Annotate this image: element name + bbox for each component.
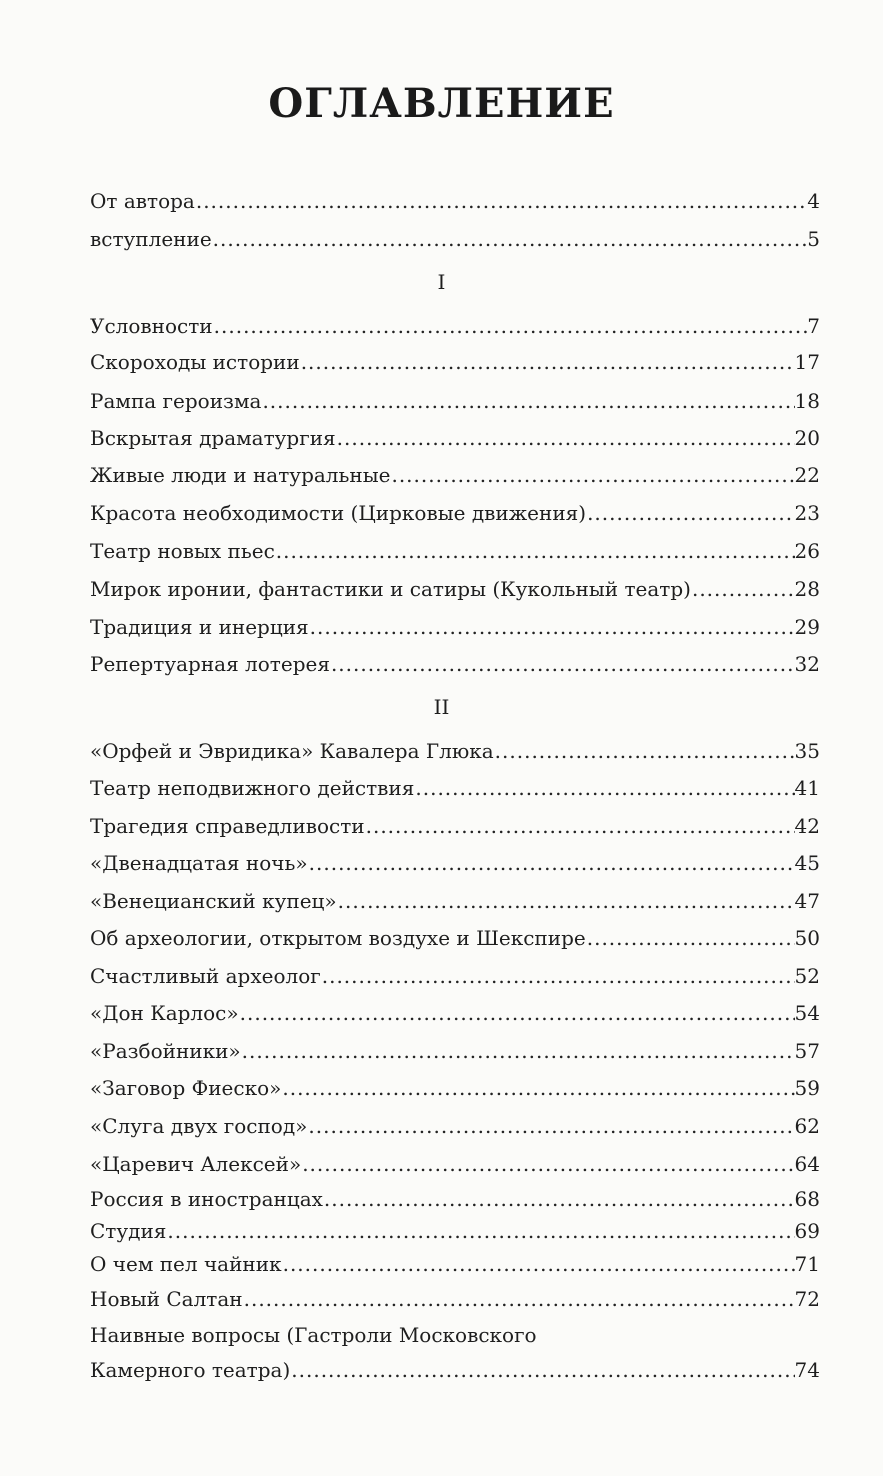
- dot-leader: [239, 998, 795, 1028]
- toc-entry-page-number: 57: [794, 1039, 820, 1063]
- toc-entry: [90, 1073, 820, 1103]
- toc-entry-page-number: 42: [794, 814, 820, 838]
- toc-entry-title: Традиция и инерция: [90, 615, 309, 639]
- dot-leader: [213, 311, 808, 341]
- toc-entry-page-number: 64: [794, 1152, 820, 1176]
- toc-entry: [90, 961, 820, 991]
- toc-entry: [90, 224, 820, 254]
- dot-leader: [308, 848, 795, 878]
- dot-leader: [323, 1184, 795, 1214]
- dot-leader: [330, 649, 795, 679]
- toc-entry-page-number: 62: [794, 1114, 820, 1138]
- toc-entry-page-number: 18: [794, 389, 820, 413]
- toc-entry-page-number: 59: [794, 1076, 820, 1100]
- toc-entry: [90, 886, 820, 916]
- toc-entry-page-number: 17: [794, 350, 820, 374]
- toc-entry-title: Вскрытая драматургия: [90, 426, 336, 450]
- dot-leader: [241, 1036, 795, 1066]
- toc-entry: [90, 1284, 820, 1314]
- toc-entry-page-number: 35: [794, 739, 820, 763]
- toc-entry: [90, 612, 820, 642]
- toc-entry-page-number: 71: [794, 1252, 820, 1276]
- section-numeral: I: [437, 270, 446, 294]
- toc-entry-title: «Венецианский купец»: [90, 889, 337, 913]
- toc-entry-page-number: 7: [807, 314, 820, 338]
- toc-entry-title: Об археологии, открытом воздухе и Шекспире: [90, 926, 586, 950]
- toc-entry: [90, 186, 820, 216]
- toc-entry-page-number: 72: [794, 1287, 820, 1311]
- toc-entry-page-number: 45: [794, 851, 820, 875]
- toc-entry-title: Театр новых пьес: [90, 539, 275, 563]
- toc-entry-title: Условности: [90, 314, 213, 338]
- toc-entry-title: Репертуарная лотерея: [90, 652, 330, 676]
- toc-entry-page-number: 50: [794, 926, 820, 950]
- dot-leader: [300, 347, 795, 377]
- toc-entry-title-line1: Наивные вопросы (Гастроли Московского: [90, 1323, 537, 1347]
- toc-entry-title: Рампа героизма: [90, 389, 262, 413]
- toc-entry-title: «Разбойники»: [90, 1039, 241, 1063]
- toc-entry-page-number: 26: [794, 539, 820, 563]
- toc-entry-page-number: 32: [794, 652, 820, 676]
- dot-leader: [290, 1355, 794, 1385]
- dot-leader: [195, 186, 807, 216]
- dot-leader: [390, 460, 794, 490]
- toc-entry-title: Россия в иностранцах: [90, 1187, 323, 1211]
- dot-leader: [301, 1149, 794, 1179]
- toc-entry: [90, 1249, 820, 1279]
- toc-entry-title: «Царевич Алексей»: [90, 1152, 302, 1176]
- toc-entry-title: Студия: [90, 1219, 167, 1243]
- toc-entry-title: От автора: [90, 189, 195, 213]
- toc-entry-title: «Заговор Фиеско»: [90, 1076, 282, 1100]
- toc-entry-title: Красота необходимости (Цирковые движения): [90, 501, 587, 525]
- dot-leader: [365, 811, 795, 841]
- dot-leader: [337, 886, 795, 916]
- toc-entry: [90, 811, 820, 841]
- toc-entry-page-number: 22: [794, 463, 820, 487]
- page-title: ОГЛАВЛЕНИЕ: [268, 80, 615, 127]
- toc-entry-page-number: 5: [807, 227, 820, 251]
- toc-entry-title: вступление: [90, 227, 212, 251]
- toc-entry-title: «Двенадцатая ночь»: [90, 851, 308, 875]
- toc-entry: [90, 386, 820, 416]
- dot-leader: [243, 1284, 795, 1314]
- dot-leader: [494, 736, 795, 766]
- dot-leader: [321, 961, 795, 991]
- toc-entry-page-number: 28: [794, 577, 820, 601]
- toc-entry: [90, 848, 820, 878]
- dot-leader: [261, 386, 794, 416]
- toc-entry-page-number: 74: [794, 1358, 820, 1382]
- dot-leader: [281, 1073, 794, 1103]
- toc-entry-title: Трагедия справедливости: [90, 814, 365, 838]
- toc-entry: [90, 649, 820, 679]
- toc-entry-page-number: 20: [794, 426, 820, 450]
- toc-entry: [90, 498, 820, 528]
- toc-entry-title: Мирок иронии, фантастики и сатиры (Кукольный театр): [90, 577, 691, 601]
- dot-leader: [586, 498, 794, 528]
- toc-entry-title: Скороходы истории: [90, 350, 300, 374]
- toc-entry: [90, 574, 820, 604]
- dot-leader: [212, 224, 808, 254]
- toc-entry: [90, 347, 820, 377]
- dot-leader: [307, 1111, 794, 1141]
- toc-entry: [90, 1111, 820, 1141]
- toc-entry-title: Счастливый археолог: [90, 964, 321, 988]
- toc-entry: [90, 923, 820, 953]
- toc-entry-title: Театр неподвижного действия: [90, 776, 415, 800]
- toc-entry: [90, 311, 820, 341]
- toc-entry: [90, 1036, 820, 1066]
- toc-entry-page-number: 54: [794, 1001, 820, 1025]
- toc-entry-page-number: 23: [794, 501, 820, 525]
- toc-entry-title: Новый Салтан: [90, 1287, 243, 1311]
- toc-entry: [90, 1149, 820, 1179]
- toc-entry-page-number: 47: [794, 889, 820, 913]
- toc-entry-title: «Дон Карлос»: [90, 1001, 239, 1025]
- toc-entry-title: Камерного театра): [90, 1358, 291, 1382]
- toc-entry: [90, 1355, 820, 1385]
- toc-entry: [90, 736, 820, 766]
- toc-entry: [90, 1184, 820, 1214]
- dot-leader: [414, 773, 794, 803]
- dot-leader: [275, 536, 795, 566]
- toc-entry: [90, 1216, 820, 1246]
- dot-leader: [282, 1249, 795, 1279]
- toc-entry-page-number: 29: [794, 615, 820, 639]
- dot-leader: [166, 1216, 794, 1246]
- dot-leader: [691, 574, 795, 604]
- toc-entry-page-number: 52: [794, 964, 820, 988]
- dot-leader: [309, 612, 795, 642]
- toc-entry-page-number: 41: [794, 776, 820, 800]
- toc-entry-title: Живые люди и натуральные: [90, 463, 391, 487]
- toc-entry-title: О чем пел чайник: [90, 1252, 282, 1276]
- toc-entry: [90, 460, 820, 490]
- toc-entry-title: «Орфей и Эвридика» Кавалера Глюка: [90, 739, 494, 763]
- toc-entry-title: «Слуга двух господ»: [90, 1114, 308, 1138]
- dot-leader: [336, 423, 795, 453]
- toc-entry: [90, 773, 820, 803]
- section-numeral: II: [433, 695, 450, 719]
- toc-entry-page-number: 4: [807, 189, 820, 213]
- toc-entry: [90, 998, 820, 1028]
- dot-leader: [586, 923, 795, 953]
- toc-entry: [90, 423, 820, 453]
- toc-entry: [90, 536, 820, 566]
- toc-entry-page-number: 69: [794, 1219, 820, 1243]
- toc-entry-page-number: 68: [794, 1187, 820, 1211]
